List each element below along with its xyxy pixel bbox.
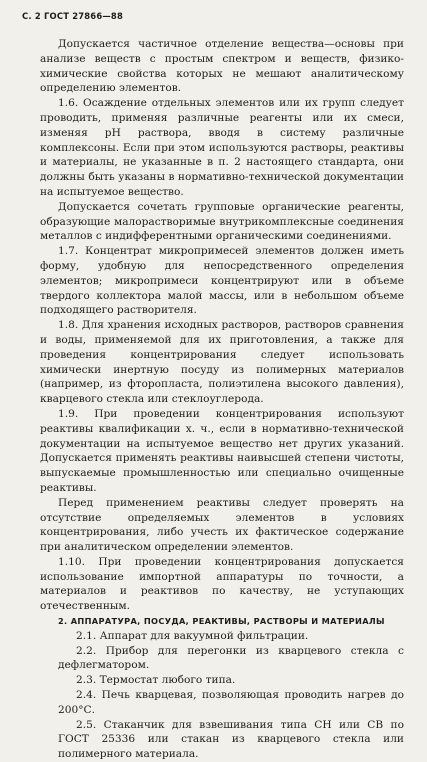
paragraph: Допускается частичное отделение вещества—основы при анализе веществ с простым спектром и веществ, физико-химические свойства которых не мешают аналитическому определению элементов.: [40, 38, 404, 95]
page-header: С. 2 ГОСТ 27866—88: [22, 11, 123, 21]
paragraph: Перед применением реактивы следует проверять на отсутствие определяемых элементов в условиях концентрирования, либо учесть их фактическое содержание при аналитическом определении элементов.: [40, 496, 404, 554]
paragraph: 1.10. При проведении концентрирования допускается использование импортной аппаратуры по точности, а материалов и реактивов по качеству, не уступающих отечественным.: [40, 555, 404, 613]
list-item: 2.2. Прибор для перегонки из кварцевого стекла с дефлегматором.: [58, 644, 404, 672]
paragraph: 1.6. Осаждение отдельных элементов или их групп следует проводить, применяя различные реагенты или их смеси, изменяя pH раствора, вводя в систему различные комплексоны. Если при этом используются растворы, реактивы и материалы, не указанные в п. 2 настоящего стандарта, они должны быть указаны в нормативно-технической документации на испытуемое вещество.: [40, 97, 404, 198]
paragraph: 1.8. Для хранения исходных растворов, растворов сравнения и воды, применяемой для их приготовления, а также для проведения концентрирования следует использовать химически инертную посуду из полимерных материалов (например, из фторопласта, полиэтилена высокого давления), кварцевого стекла или стеклоуглерода.: [40, 319, 404, 406]
list-item: 2.4. Печь кварцевая, позволяющая проводить нагрев до 200°С.: [58, 689, 404, 716]
paragraph: Допускается сочетать групповые органические реагенты, образующие малорастворимые внутрикомплексные соединения металлов с индифферентными органическими соединениями.: [40, 200, 404, 243]
document-body: [40, 37, 404, 762]
paragraph: 1.9. При проведении концентрирования используют реактивы квалификации х. ч., если в нормативно-технической документации на испытуемое вещество нет других указаний. Допускается применять реактивы наивысшей степени чистоты, выпускаемые промышленностью или специально очищенные реактивы.: [40, 407, 404, 494]
paragraph: 1.7. Концентрат микропримесей элементов должен иметь форму, удобную для непосредственного определения элементов; микропримеси концентрируют или в объеме твердого коллектора малой массы, или в небольшом объеме подходящего растворителя.: [40, 245, 404, 317]
list-item: 2.3. Термостат любого типа.: [76, 674, 236, 687]
list-item: 2.1. Аппарат для вакуумной фильтрации.: [76, 629, 309, 642]
section-heading: 2. АППАРАТУРА, ПОСУДА, РЕАКТИВЫ, РАСТВОРЫ И МАТЕРИАЛЫ: [58, 616, 385, 627]
list-item: 2.5. Стаканчик для взвешивания типа СН или СВ по ГОСТ 25336 или стакан из кварцевого стекла или полимерного материала.: [58, 718, 404, 761]
